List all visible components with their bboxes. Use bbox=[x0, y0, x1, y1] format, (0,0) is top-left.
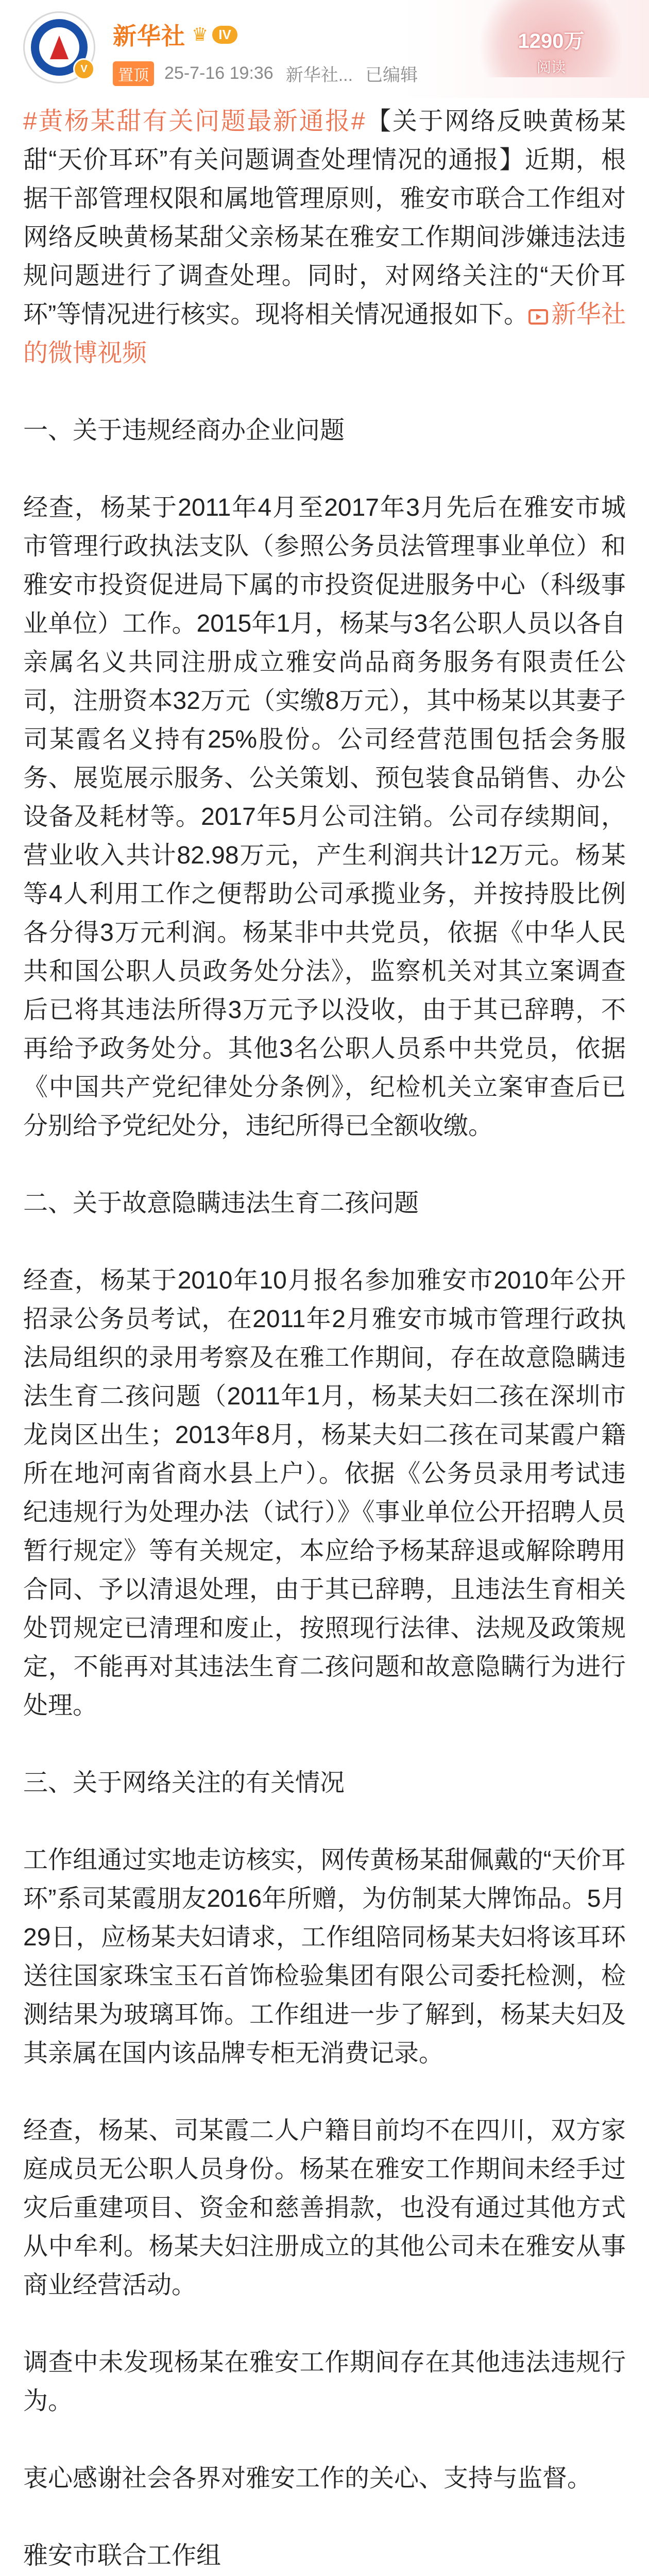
view-count: 1290万 bbox=[518, 30, 585, 53]
section-2-title: 二、关于故意隐瞒违法生育二孩问题 bbox=[23, 1190, 419, 1217]
signature-org: 雅安市联合工作组 bbox=[23, 2542, 221, 2569]
hashtag-link[interactable]: #黄杨某甜有关问题最新通报# bbox=[23, 108, 365, 135]
post-header bbox=[0, 0, 649, 98]
section-1-title: 一、关于违规经商办企业问题 bbox=[23, 417, 345, 444]
post-body bbox=[0, 102, 649, 2576]
crown-icon: ♛ bbox=[192, 24, 209, 45]
section-3-title: 三、关于网络关注的有关情况 bbox=[23, 1769, 345, 1797]
view-count-label: 阅读 bbox=[536, 59, 566, 75]
edited-label[interactable]: 已编辑 bbox=[365, 65, 418, 85]
thanks: 衷心感谢社会各界对雅安工作的关心、支持与监督。 bbox=[23, 2465, 592, 2492]
section-3-body-2: 经查，杨某、司某霞二人户籍目前均不在四川，双方家庭成员无公职人员身份。杨某在雅安工作期间未经手过灾后重建项目、资金和慈善捐款，也没有通过其他方式从中牟利。杨某夫妇注册成立的其他公司未在雅安从事商业经营活动。 bbox=[23, 2117, 626, 2299]
lead-paragraph bbox=[23, 102, 626, 372]
avatar[interactable] bbox=[23, 11, 95, 83]
section-2-body: 经查，杨某于2010年10月报名参加雅安市2010年公开招录公务员考试，在2011年2月雅安市城市管理行政执法局组织的录用考察及在雅工作期间，存在故意隐瞒违法生育二孩问题（2011年1月，杨某夫妇二孩在深圳市龙岗区出生；2013年8月，杨某夫妇二孩在司某霞户籍所在地河南省商水县上户）。依据《公务员录用考试违纪违规行为处理办法（试行）》《事业单位公开招聘人员暂行规定》等有关规定，本应给予杨某辞退或解除聘用合同、予以清退处理，由于其已辞聘，且违法生育相关处罚规定已清理和废止，按照现行法律、法规及政策规定，不能再对其违法生育二孩问题和故意隐瞒行为进行处理。 bbox=[23, 1267, 626, 1719]
level-badge: IV bbox=[212, 26, 237, 44]
section-1-body: 经查，杨某于2011年4月至2017年3月先后在雅安市城市管理行政执法支队（参照公务员法管理事业单位）和雅安市投资促进局下属的市投资促进服务中心（科级事业单位）工作。2015年1月，杨某与3名公职人员以各自亲属名义共同注册成立雅安尚品商务服务有限责任公司，注册资本32万元（实缴8万元），其中杨某以其妻子司某霞名义持有25%股份。公司经营范围包括会务服务、展览展示服务、公关策划、预包装食品销售、办公设备及耗材等。2017年5月公司注销。公司存续期间，营业收入共计82.98万元，产生利润共计12万元。杨某等4人利用工作之便帮助公司承揽业务，并按持股比例各分得3万元利润。杨某非中共党员，依据《中华人民共和国公职人员政务处分法》，监察机关对其立案调查后已将其违法所得3万元予以没收，由于其已辞聘，不再给予政务处分。其他3名公职人员系中共党员，依据《中国共产党纪律处分条例》，纪检机关立案审查后已分别给予党纪处分，违纪所得已全额收缴。 bbox=[23, 494, 626, 1140]
username[interactable]: 新华社 bbox=[113, 23, 185, 49]
lead-text: 【关于网络反映黄杨某甜“天价耳环”有关问题调查处理情况的通报】近期，根据干部管理权限和属地管理原则，雅安市联合工作组对网络反映黄杨某甜父亲杨某在雅安工作期间涉嫌违法违规问题进行了调查处理。同时，对网络关注的“天价耳环”等情况进行核实。现将相关情况通报如下。 bbox=[23, 108, 626, 328]
post-meta bbox=[113, 18, 418, 86]
video-link[interactable]: 新华社的微博视频 bbox=[23, 301, 626, 367]
post-source: 新华社... bbox=[285, 65, 353, 85]
section-3-body-1: 工作组通过实地走访核实，网传黄杨某甜佩戴的“天价耳环”系司某霞朋友2016年所赠，为仿制某大牌饰品。5月29日，应杨某夫妇请求，工作组陪同杨某夫妇将该耳环送往国家珠宝玉石首饰检验集团有限公司委托检测，检测结果为玻璃耳饰。工作组进一步了解到，杨某夫妇及其亲属在国内该品牌专柜无消费记录。 bbox=[23, 1846, 626, 2067]
pinned-badge: 置顶 bbox=[113, 61, 154, 86]
verified-badge-icon: V bbox=[73, 58, 95, 80]
conclusion: 调查中未发现杨某在雅安工作期间存在其他违法违规行为。 bbox=[23, 2349, 626, 2415]
video-play-icon bbox=[528, 309, 548, 325]
post-date: 25-7-16 19:36 bbox=[164, 63, 274, 83]
view-count-banner bbox=[474, 0, 628, 77]
